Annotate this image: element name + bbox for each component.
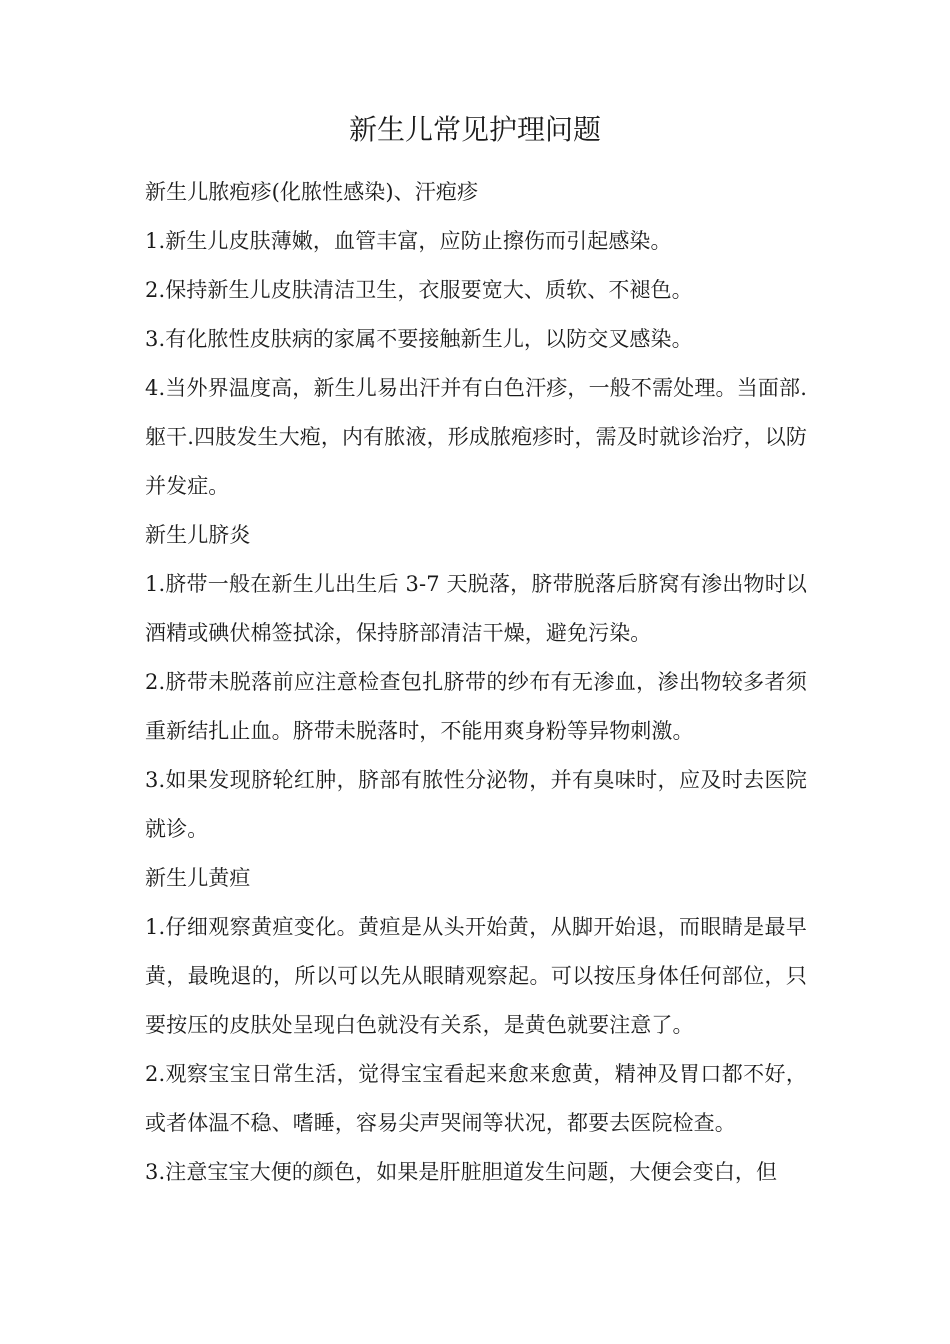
paragraph: 1.脐带一般在新生儿出生后 3-7 天脱落，脐带脱落后脐窝有渗出物时以酒精或碘伏棉签拭涂，保持脐部清洁干燥，避免污染。 [145,572,807,645]
paragraph: 2.保持新生儿皮肤清洁卫生，衣服要宽大、质软、不褪色。 [145,278,693,302]
section-heading-omphalitis: 新生儿脐炎 [145,523,251,547]
document-body [145,168,807,1197]
paragraph: 1.仔细观察黄疸变化。黄疸是从头开始黄，从脚开始退，而眼睛是最早黄，最晚退的，所以可以先从眼睛观察起。可以按压身体任何部位，只要按压的皮肤处呈现白色就没有关系，是黄色就要注意了。 [145,915,807,1037]
paragraph: 3.有化脓性皮肤病的家属不要接触新生儿，以防交叉感染。 [145,327,693,351]
paragraph: 3.注意宝宝大便的颜色，如果是肝脏胆道发生问题，大便会变白，但 [145,1160,778,1184]
paragraph: 2.脐带未脱落前应注意检查包扎脐带的纱布有无渗血，渗出物较多者须重新结扎止血。脐带未脱落时，不能用爽身粉等异物刺激。 [145,670,807,743]
paragraph: 3.如果发现脐轮红肿，脐部有脓性分泌物，并有臭味时，应及时去医院就诊。 [145,768,807,841]
section-heading-jaundice: 新生儿黄疸 [145,866,251,890]
paragraph: 4.当外界温度高，新生儿易出汗并有白色汗疹，一般不需处理。当面部.躯干.四肢发生大疱，内有脓液，形成脓疱疹时，需及时就诊治疗，以防并发症。 [145,376,807,498]
section-heading-pustule: 新生儿脓疱疹(化脓性感染)、汗疱疹 [145,180,479,204]
paragraph: 2.观察宝宝日常生活，觉得宝宝看起来愈来愈黄，精神及胃口都不好，或者体温不稳、嗜睡，容易尖声哭闹等状况，都要去医院检查。 [145,1062,807,1135]
document-title: 新生儿常见护理问题 [348,113,601,146]
paragraph: 1.新生儿皮肤薄嫩，血管丰富，应防止擦伤而引起感染。 [145,229,672,253]
